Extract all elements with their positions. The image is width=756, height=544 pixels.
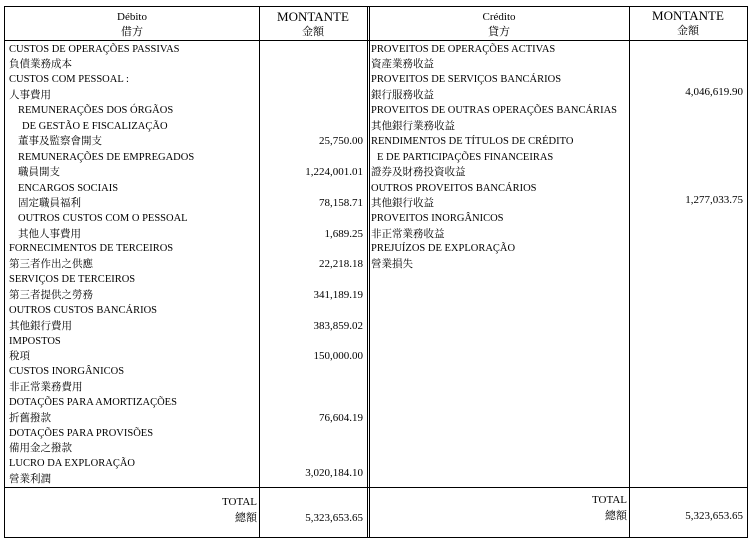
debit-amount: 25,750.00 [319, 135, 363, 147]
credit-label: PROVEITOS DE OUTRAS OPERAÇÕES BANCÁRIAS [371, 105, 618, 116]
credit-label: RENDIMENTOS DE TÍTULOS DE CRÉDITO [371, 136, 574, 147]
debit-total-label-pt: TOTAL [222, 496, 257, 508]
header-debit-zh: 借方 [121, 26, 143, 38]
credit-amount: 4,046,619.90 [685, 86, 743, 98]
debit-label: 負債業務成本 [9, 59, 72, 70]
header-debit-pt: Débito [117, 11, 147, 23]
credit-label: OUTROS PROVEITOS BANCÁRIOS [371, 183, 537, 194]
col-divider-1 [259, 7, 260, 537]
credit-label: PROVEITOS INORGÂNICOS [371, 213, 504, 224]
debit-label: 人事費用 [9, 90, 51, 101]
credit-total-amount: 5,323,653.65 [685, 510, 743, 522]
credit-amount: 1,277,033.75 [685, 194, 743, 206]
debit-amount: 1,689.25 [324, 228, 363, 240]
credit-label: 非正常業務收益 [371, 229, 445, 240]
debit-label: 董事及監察會開支 [18, 136, 102, 147]
debit-label: 折舊撥款 [9, 413, 51, 424]
debit-label: REMUNERAÇÕES DE EMPREGADOS [18, 152, 195, 163]
debit-label: OUTROS CUSTOS COM O PESSOAL [18, 213, 188, 224]
debit-label: FORNECIMENTOS DE TERCEIROS [9, 243, 174, 254]
debit-amount: 3,020,184.10 [305, 467, 363, 479]
credit-label: 營業損失 [371, 259, 413, 270]
debit-label: CUSTOS COM PESSOAL : [9, 74, 129, 85]
debit-label: CUSTOS INORGÂNICOS [9, 366, 125, 377]
credit-total-label-zh: 總額 [605, 510, 627, 522]
debit-label: 稅項 [9, 351, 30, 362]
debit-label: IMPOSTOS [9, 336, 61, 347]
debit-label: DOTAÇÕES PARA AMORTIZAÇÕES [9, 397, 177, 408]
debit-label: ENCARGOS SOCIAIS [18, 183, 119, 194]
debit-label: LUCRO DA EXPLORAÇÃO [9, 458, 136, 469]
debit-label: SERVIÇOS DE TERCEIROS [9, 274, 136, 285]
header-amount2-pt: MONTANTE [652, 8, 724, 23]
debit-label: 其他人事費用 [18, 229, 81, 240]
debit-amount: 22,218.18 [319, 258, 363, 270]
debit-label: 第三者作出之供應 [9, 259, 93, 270]
debit-amount: 383,859.02 [313, 320, 363, 332]
debit-amount: 76,604.19 [319, 412, 363, 424]
debit-amount: 150,000.00 [313, 350, 363, 362]
credit-total-label-pt: TOTAL [592, 494, 627, 506]
debit-label: 第三者提供之勞務 [9, 290, 93, 301]
credit-label: 銀行服務收益 [371, 90, 434, 101]
credit-label: PROVEITOS DE SERVIÇOS BANCÁRIOS [371, 74, 562, 85]
debit-total-label-zh: 總額 [235, 512, 257, 524]
header-rule [5, 40, 747, 41]
debit-total-amount: 5,323,653.65 [305, 512, 363, 524]
credit-label: 其他銀行業務收益 [371, 121, 455, 132]
credit-label: PREJUÍZOS DE EXPLORAÇÃO [371, 243, 516, 254]
debit-label: 備用金之撥款 [9, 443, 72, 454]
credit-label: PROVEITOS DE OPERAÇÕES ACTIVAS [371, 44, 556, 55]
debit-amount: 341,189.19 [313, 289, 363, 301]
header-amount2-zh: 金額 [677, 25, 699, 37]
credit-label: E DE PARTICIPAÇÕES FINANCEIRAS [377, 152, 554, 163]
debit-label: DE GESTÃO E FISCALIZAÇÃO [22, 121, 168, 132]
col-divider-2b [369, 7, 370, 537]
credit-label: 其他銀行收益 [371, 198, 434, 209]
totals-rule [5, 487, 747, 488]
credit-label: 資產業務收益 [371, 59, 434, 70]
debit-label: REMUNERAÇÕES DOS ÓRGÃOS [18, 105, 174, 116]
col-divider-2 [367, 7, 368, 537]
debit-label: OUTROS CUSTOS BANCÁRIOS [9, 305, 158, 316]
debit-amount: 78,158.71 [319, 197, 363, 209]
header-credit-pt: Crédito [482, 11, 516, 23]
header-amount-pt: MONTANTE [277, 9, 349, 24]
debit-label: DOTAÇÕES PARA PROVISÕES [9, 428, 154, 439]
debit-label: 營業利潤 [9, 474, 51, 485]
debit-label: 職員開支 [18, 167, 60, 178]
debit-label: 其他銀行費用 [9, 321, 72, 332]
debit-label: 固定職員福利 [18, 198, 81, 209]
statement-table [4, 6, 748, 538]
header-credit-zh: 貸方 [488, 26, 510, 38]
debit-amount: 1,224,001.01 [305, 166, 363, 178]
debit-label: CUSTOS DE OPERAÇÕES PASSIVAS [9, 44, 180, 55]
header-amount-zh: 金額 [302, 26, 324, 38]
debit-label: 非正常業務費用 [9, 382, 83, 393]
credit-label: 證券及財務投資收益 [371, 167, 466, 178]
